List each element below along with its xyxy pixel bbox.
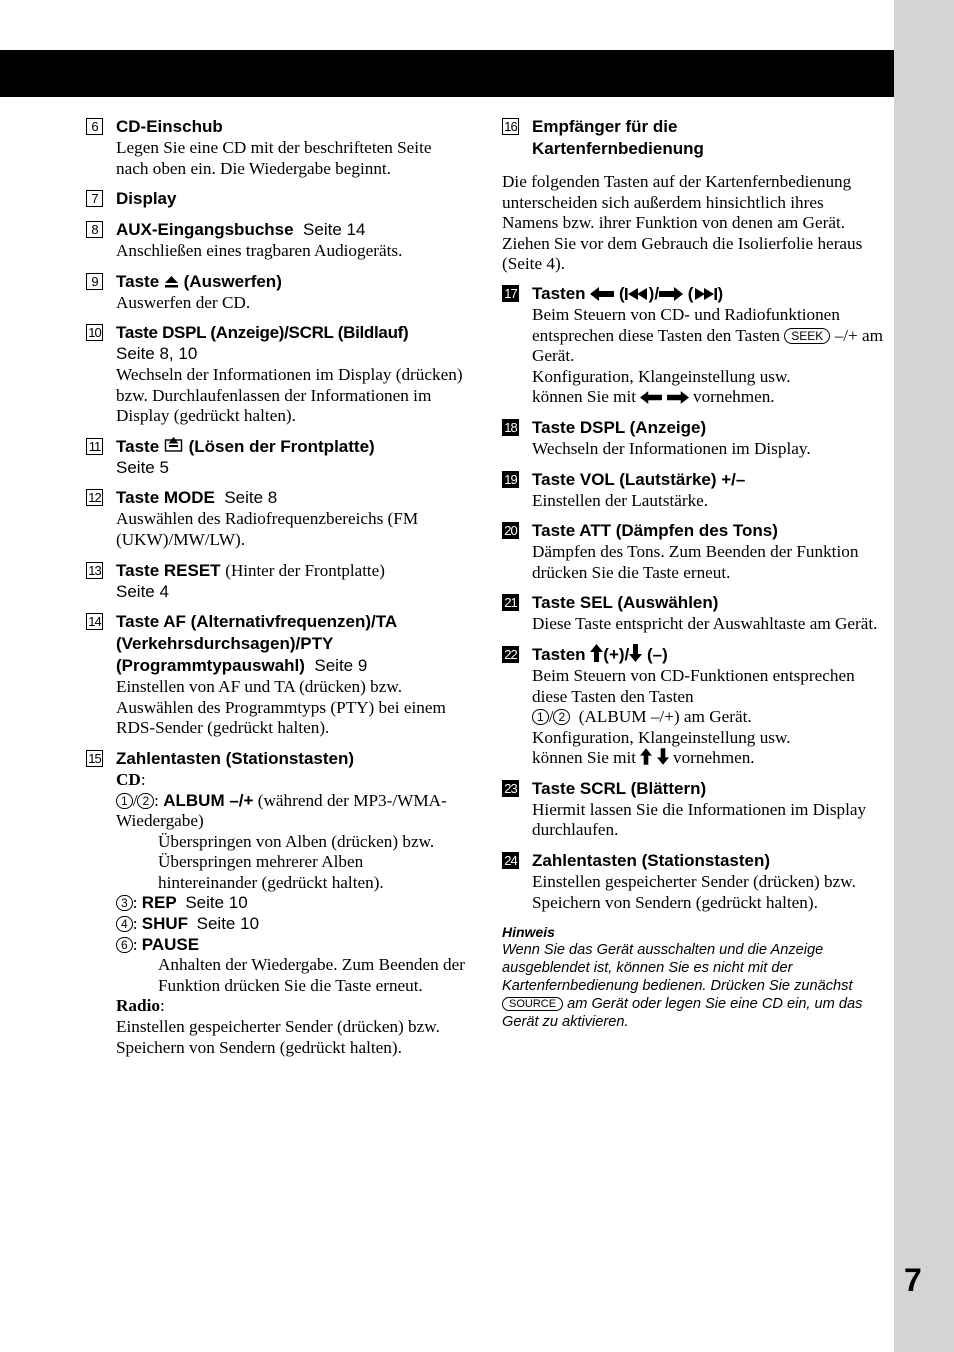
album-note: (während der MP3-/WMA-Wiedergabe) xyxy=(116,790,447,831)
item-number: 17 xyxy=(502,285,519,302)
page-reference: Seite 10 xyxy=(185,893,248,913)
item-number: 23 xyxy=(502,780,519,797)
album-line: 1 / 2 : ALBUM –/+ (während der MP3-/WMA-Wiedergabe) xyxy=(116,790,447,831)
arrow-down-icon xyxy=(629,644,642,662)
plus-label: (+)/ xyxy=(603,644,630,664)
key-3: 3 xyxy=(116,895,133,911)
item-number: 12 xyxy=(86,489,103,506)
page-reference: Seite 14 xyxy=(303,220,366,240)
arrow-down-icon xyxy=(657,748,669,765)
item-title-line xyxy=(116,560,466,582)
item-12 xyxy=(86,487,466,550)
item-number: 10 xyxy=(86,324,103,341)
radio-heading: Radio: xyxy=(116,996,165,1016)
radio-label: Radio xyxy=(116,996,160,1016)
pause-line: 6 : PAUSE xyxy=(116,935,466,956)
item-title-suffix: (Lösen der Frontplatte) xyxy=(188,436,375,456)
item-number: 22 xyxy=(502,646,519,663)
item-title: (Verkehrsdurchsagen)/PTY xyxy=(116,634,334,654)
item-body: Einstellen der Lautstärke. xyxy=(532,490,709,510)
item-number: 18 xyxy=(502,419,519,436)
item-body: Auswerfen der CD. xyxy=(116,292,251,312)
album-body: Überspringen von Alben (drücken) bzw. Überspringen mehrerer Alben hintereinander (gedrückt halten). xyxy=(158,831,435,892)
item-6 xyxy=(86,116,466,179)
item-body: Auswählen des Radiofrequenzbereichs (FM (UKW)/MW/LW). xyxy=(116,509,419,549)
item-title: Empfänger für die xyxy=(532,117,678,136)
item-body-line xyxy=(532,728,884,749)
item-title: (Programmtypauswahl) xyxy=(116,656,305,676)
item-10 xyxy=(86,322,466,426)
item-24 xyxy=(502,850,884,913)
item-19 xyxy=(502,469,884,512)
page-reference: Seite 8, 10 xyxy=(116,344,198,364)
item-body: Hiermit lassen Sie die Informationen im Display durchlaufen. xyxy=(532,799,867,840)
rep-line: 3 : REP Seite 10 xyxy=(116,893,466,914)
key-1: 1 xyxy=(532,709,549,725)
item-22 xyxy=(502,644,884,769)
item-body: Wechseln der Informationen im Display. xyxy=(532,438,811,458)
item-title: AUX-Eingangsbuchse xyxy=(116,220,294,240)
item-title: Taste xyxy=(116,436,160,456)
key-1: 1 xyxy=(116,793,133,809)
item-body: Einstellen von AF und TA (drücken) bzw. Auswählen des Programmtyps (PTY) bei einem RDS-Sender (gedrückt halten). xyxy=(116,677,446,738)
item-title: Kartenfernbedienung xyxy=(532,139,704,158)
item-body: Wechseln der Informationen im Display (drücken) bzw. Durchlaufenlassen der Informationen im Display (gedrückt halten). xyxy=(116,364,463,426)
item-body: Dämpfen des Tons. Zum Beenden der Funktion drücken Sie die Taste erneut. xyxy=(532,542,859,582)
arrow-left-icon xyxy=(640,391,662,404)
item-title: Taste SCRL (Blättern) xyxy=(532,778,707,798)
item-number: 24 xyxy=(502,852,519,869)
item-title: Display xyxy=(116,189,177,209)
arrow-left-icon xyxy=(590,287,614,301)
item-title: Taste SEL (Auswählen) xyxy=(532,593,719,613)
next-track-icon xyxy=(693,287,717,301)
left-column xyxy=(86,116,466,1067)
note-body xyxy=(502,941,884,1031)
item-body-text: Konfiguration, Klangeinstellung usw. xyxy=(532,727,791,747)
item-23 xyxy=(502,778,884,841)
item-number: 6 xyxy=(86,118,103,135)
item-title-suffix: (Auswerfen) xyxy=(183,271,282,291)
item-title: Taste AF (Alternativfrequenzen)/TA xyxy=(116,612,398,632)
key-2: 2 xyxy=(553,709,570,725)
shuf-line: 4 : SHUF Seite 10 xyxy=(116,914,466,935)
item-title: Taste ATT (Dämpfen des Tons) xyxy=(532,521,778,541)
item-body-text: vornehmen. xyxy=(692,387,775,407)
item-8 xyxy=(86,219,466,262)
arrow-up-icon xyxy=(590,644,603,662)
previous-track-icon xyxy=(625,287,649,301)
item-body-line xyxy=(532,748,884,769)
item-body-text: (ALBUM –/+) am Gerät. xyxy=(578,707,752,727)
eject-icon xyxy=(164,274,179,289)
arrow-up-icon xyxy=(640,748,652,765)
item-title: Tasten xyxy=(532,644,586,664)
item-note: (Hinter der Frontplatte) xyxy=(225,560,385,580)
rep-label: REP xyxy=(141,893,177,913)
item-title: Taste RESET xyxy=(116,560,221,580)
note-title: Hinweis xyxy=(502,924,555,941)
item-title-line xyxy=(116,219,466,241)
item-title: Taste DSPL (Anzeige) xyxy=(532,417,707,437)
item-title: Taste MODE xyxy=(116,488,215,508)
remote-intro: Die folgenden Tasten auf der Kartenfernbedienung unterscheiden sich außerdem hinsichtlich ihres Namens bzw. ihrer Funktion von denen am Gerät. Ziehen Sie vor dem Gebrauch die Isolierfolie heraus (Seite 4). xyxy=(502,172,863,274)
radio-body: Einstellen gespeicherter Sender (drücken) bzw. Speichern von Sendern (gedrückt halten). xyxy=(116,1017,440,1057)
arrow-right-icon xyxy=(659,287,683,301)
item-21 xyxy=(502,592,884,635)
item-title-line xyxy=(116,487,466,509)
seek-key: SEEK xyxy=(784,328,830,344)
item-title-line xyxy=(116,271,466,293)
pause-label: PAUSE xyxy=(141,934,200,954)
item-18 xyxy=(502,417,884,460)
item-title: Tasten xyxy=(532,283,586,303)
item-body-text: können Sie mit xyxy=(532,387,637,407)
arrow-right-icon xyxy=(667,391,689,404)
item-body-text: vornehmen. xyxy=(672,748,755,768)
item-16 xyxy=(502,116,884,160)
item-body xyxy=(532,305,884,367)
item-body: Anschließen eines tragbaren Audiogeräts. xyxy=(116,241,403,261)
item-number: 21 xyxy=(502,594,519,611)
item-body-line: 1 / 2 (ALBUM –/+) am Gerät. xyxy=(532,707,884,728)
page-reference: Seite 8 xyxy=(224,488,278,508)
item-number: 7 xyxy=(86,190,103,207)
item-title: Zahlentasten (Stationstasten) xyxy=(532,851,771,871)
item-17 xyxy=(502,283,884,408)
page-reference: Seite 9 xyxy=(314,656,368,676)
item-title-line: Tasten ( )/ ( ) xyxy=(532,283,724,303)
item-number: 16 xyxy=(502,118,519,135)
key-6: 6 xyxy=(116,937,133,953)
item-number: 8 xyxy=(86,221,103,238)
item-13 xyxy=(86,560,466,603)
release-icon xyxy=(164,436,184,454)
item-body-text: –/+ am Gerät. xyxy=(532,325,883,366)
item-body: Diese Taste entspricht der Auswahltaste am Gerät. xyxy=(532,614,878,634)
item-number: 19 xyxy=(502,471,519,488)
album-label: ALBUM –/+ xyxy=(163,790,254,810)
item-title: Taste xyxy=(116,271,160,291)
item-title-line xyxy=(532,644,884,666)
item-9 xyxy=(86,271,466,314)
header-bar xyxy=(0,50,894,97)
right-column xyxy=(502,116,884,1031)
side-tab xyxy=(894,0,954,1352)
item-title-line xyxy=(116,436,466,458)
item-11 xyxy=(86,436,466,479)
item-title: Zahlentasten (Stationstasten) xyxy=(116,748,355,768)
source-key: SOURCE xyxy=(502,997,563,1011)
shuf-label: SHUF xyxy=(141,914,189,934)
item-body-line xyxy=(532,367,884,388)
item-7 xyxy=(86,188,466,210)
item-body-text: Beim Steuern von CD- und Radiofunktionen entsprechen diese Tasten den Tasten xyxy=(532,304,840,345)
item-number: 20 xyxy=(502,522,519,539)
page-reference: Seite 10 xyxy=(196,914,260,934)
key-4: 4 xyxy=(116,916,133,932)
minus-label: (–) xyxy=(647,644,668,664)
item-number: 14 xyxy=(86,613,103,630)
page-reference: Seite 5 xyxy=(116,457,169,477)
item-body: Beim Steuern von CD-Funktionen entsprechen diese Tasten den Tasten xyxy=(532,665,855,706)
item-body-line xyxy=(532,387,884,408)
cd-heading: CD: xyxy=(116,769,146,789)
item-body-text: Konfiguration, Klangeinstellung usw. xyxy=(532,366,791,386)
key-2: 2 xyxy=(137,793,154,809)
note-text: am Gerät oder legen Sie eine CD ein, um das Gerät zu aktivieren. xyxy=(502,996,863,1031)
item-number: 11 xyxy=(86,438,103,455)
item-20 xyxy=(502,520,884,583)
cd-label: CD xyxy=(116,769,141,789)
page-number: 7 xyxy=(904,1262,922,1298)
item-15 xyxy=(86,748,466,1058)
item-title: CD-Einschub xyxy=(116,117,223,136)
item-14 xyxy=(86,611,466,739)
item-body: Einstellen gespeicherter Sender (drücken) bzw. Speichern von Sendern (gedrückt halten). xyxy=(532,872,856,912)
item-number: 13 xyxy=(86,562,103,579)
item-number: 9 xyxy=(86,273,103,290)
note-text: Wenn Sie das Gerät ausschalten und die Anzeige ausgeblendet ist, können Sie es nicht mit der Kartenfernbedienung bedienen. Drücken Sie zunächst xyxy=(502,942,853,995)
page-reference: Seite 4 xyxy=(116,581,169,601)
item-title-line xyxy=(116,655,466,677)
item-number: 15 xyxy=(86,750,103,767)
item-title: Taste VOL (Lautstärke) +/– xyxy=(532,469,746,489)
item-body-text: können Sie mit xyxy=(532,748,637,768)
pause-body: Anhalten der Wiedergabe. Zum Beenden der Funktion drücken Sie die Taste erneut. xyxy=(158,955,465,995)
item-body: Legen Sie eine CD mit der beschrifteten Seite nach oben ein. Die Wiedergabe beginnt. xyxy=(116,138,432,178)
item-title: Taste DSPL (Anzeige)/SCRL (Bildlauf) xyxy=(116,323,409,343)
